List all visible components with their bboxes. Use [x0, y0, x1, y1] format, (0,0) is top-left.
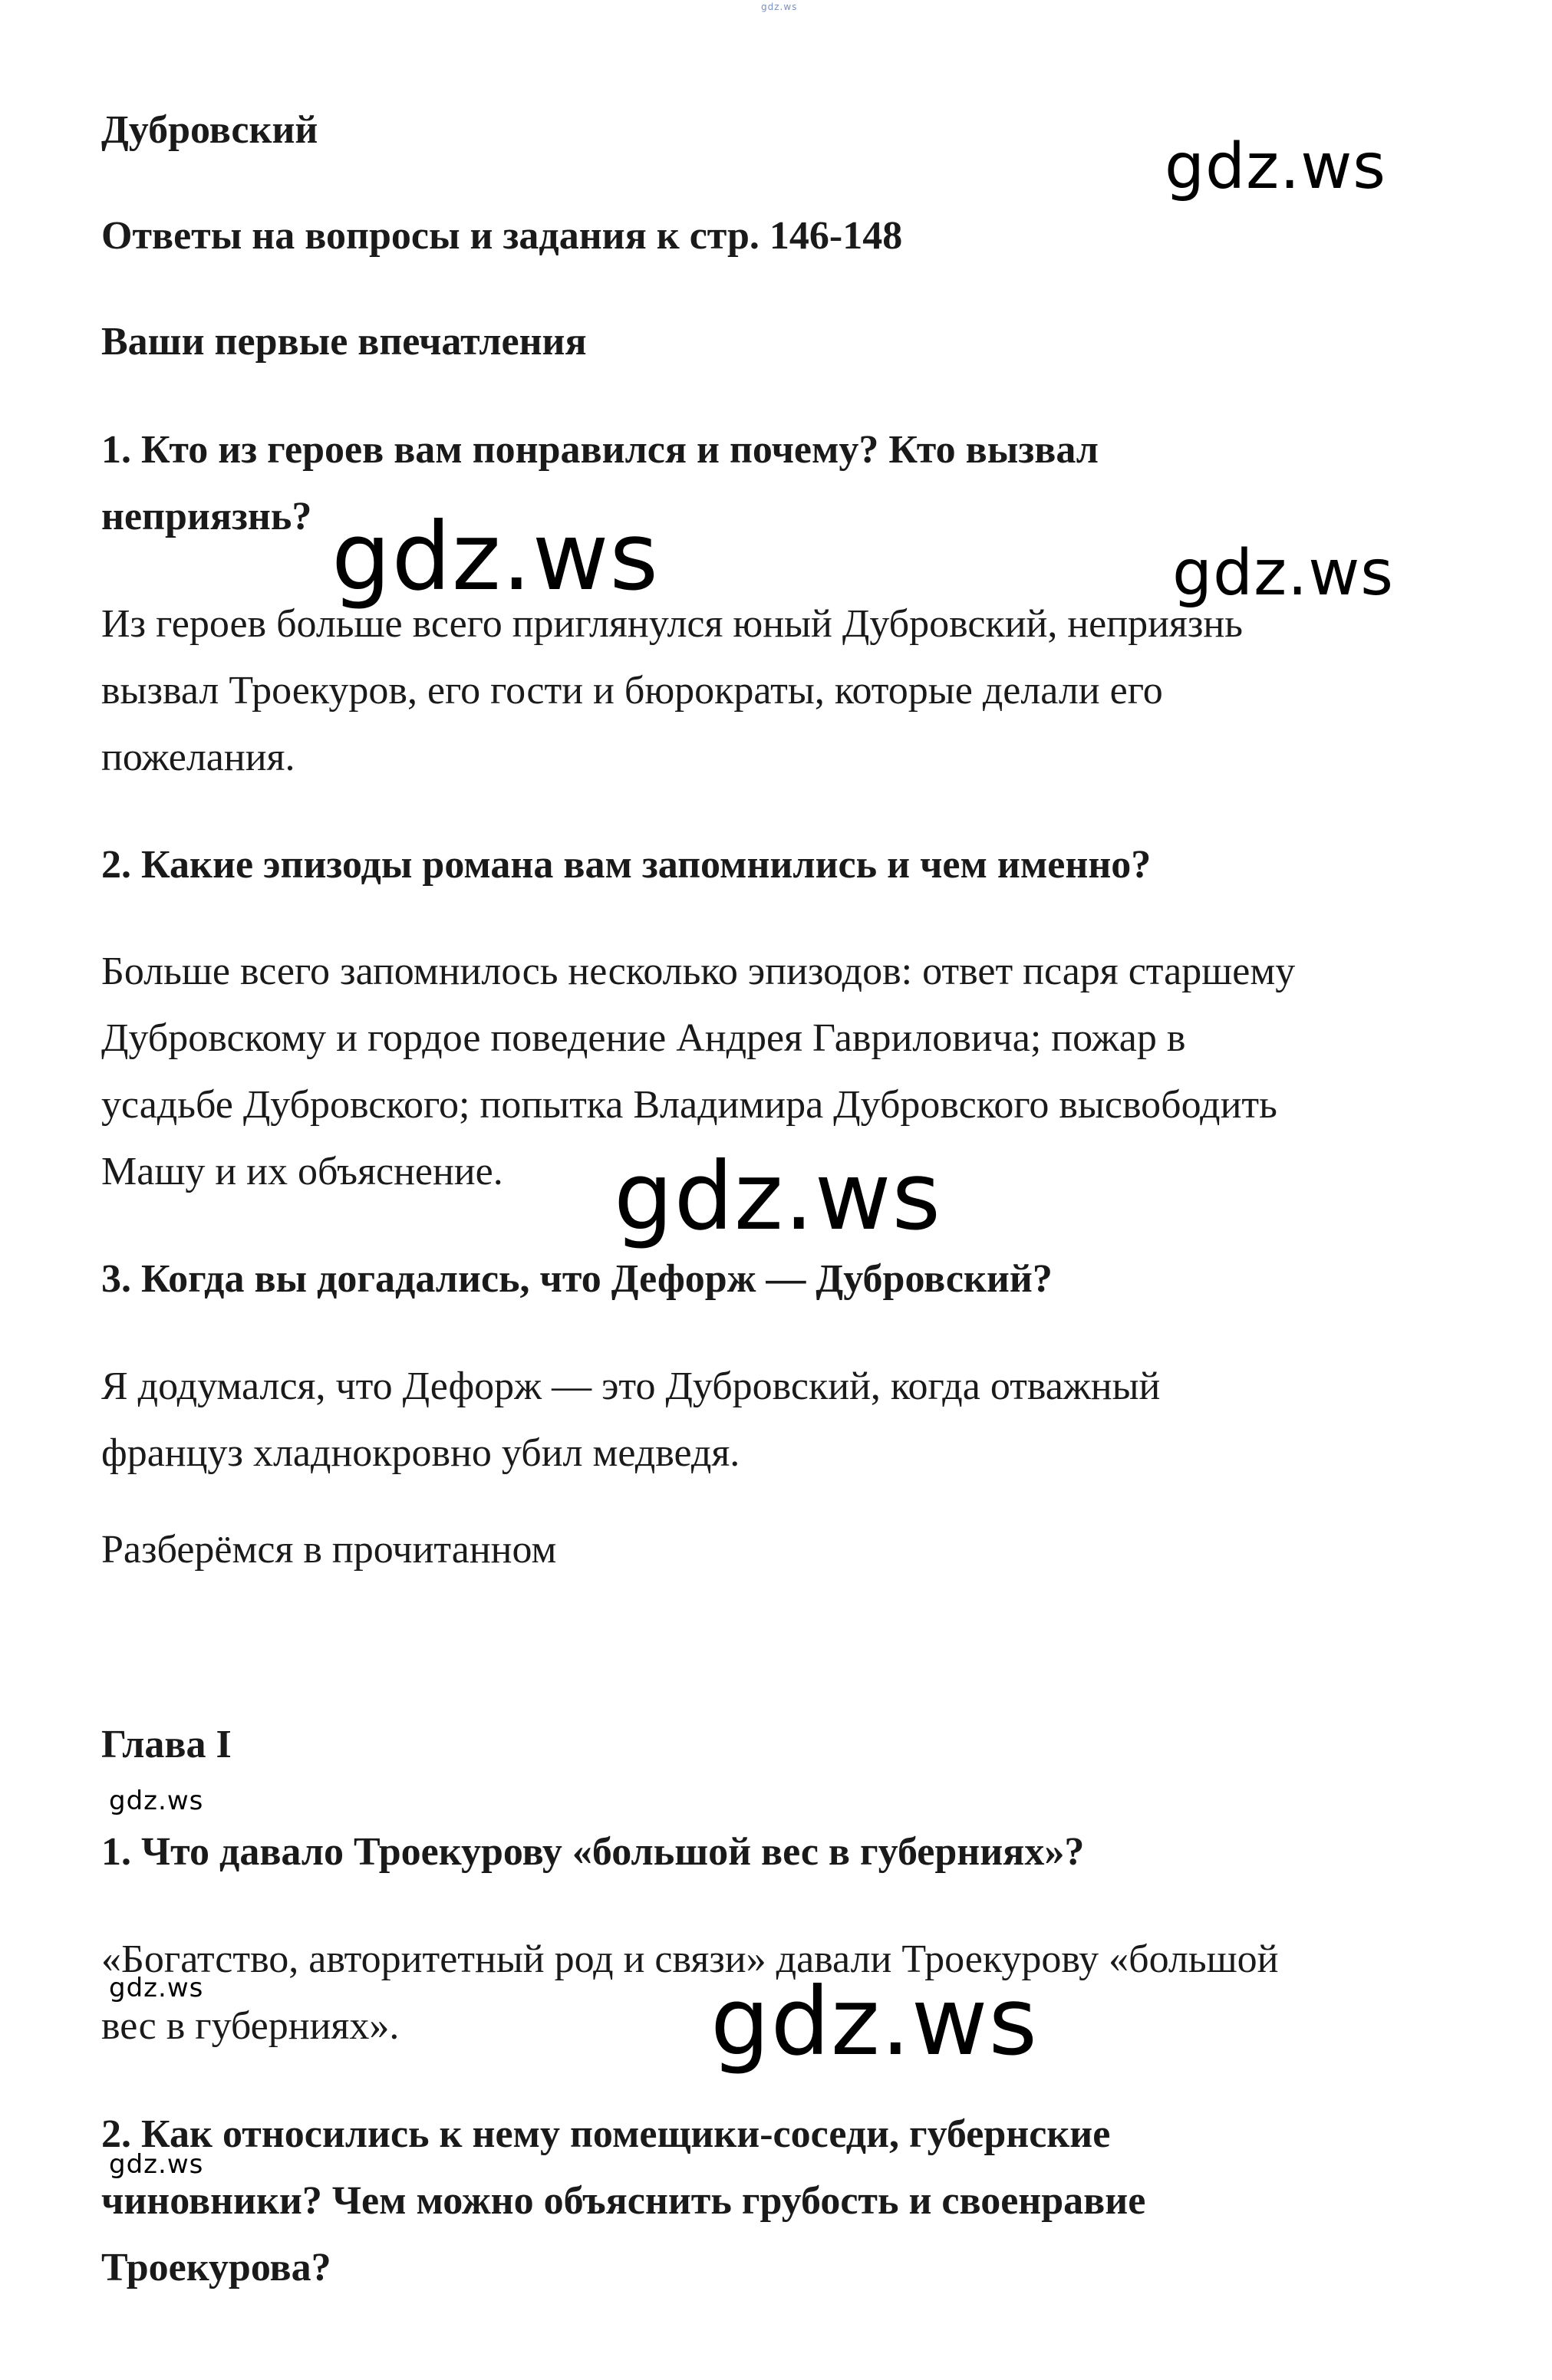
answer-2-line-4: Машу и их объяснение.	[101, 1150, 503, 1193]
question-3-line-1: 3. Когда вы догадались, что Дефорж — Дубровский?	[101, 1257, 1053, 1301]
section-heading-first-impressions: Ваши первые впечатления	[101, 320, 587, 364]
watermark: gdz.ws	[1165, 130, 1386, 203]
document-title: Дубровский	[101, 108, 318, 152]
watermark: gdz.ws	[109, 2149, 204, 2180]
question-2-line-1: 2. Какие эпизоды романа вам запомнились и чем именно?	[101, 843, 1152, 887]
watermark: gdz.ws	[109, 1786, 204, 1816]
answer-3-line-2: француз хладнокровно убил медведя.	[101, 1431, 740, 1475]
top-watermark: gdz.ws	[761, 2, 798, 12]
chapter-heading: Глава I	[101, 1723, 232, 1766]
answer-4-line-1: «Богатство, авторитетный род и связи» давали Троекурову «большой	[101, 1937, 1279, 1981]
question-5-line-3: Троекурова?	[101, 2246, 331, 2289]
watermark: gdz.ws	[109, 1973, 204, 2003]
answer-2-line-3: усадьбе Дубровского; попытка Владимира Дубровского высвободить	[101, 1083, 1277, 1127]
answer-2-line-1: Больше всего запомнилось несколько эпизодов: ответ псаря старшему	[101, 950, 1296, 993]
question-1-line-1: 1. Кто из героев вам понравился и почему? Кто вызвал	[101, 428, 1099, 472]
watermark: gdz.ws	[1172, 537, 1394, 610]
document-subtitle: Ответы на вопросы и задания к стр. 146-148	[101, 214, 903, 258]
question-4-line-1: 1. Что давало Троекурову «большой вес в губерниях»?	[101, 1830, 1085, 1874]
watermark: gdz.ws	[614, 1142, 942, 1251]
answer-1-line-1: Из героев больше всего приглянулся юный Дубровский, неприязнь	[101, 602, 1243, 646]
question-5-line-1: 2. Как относились к нему помещики-соседи, губернские	[101, 2112, 1111, 2156]
watermark: gdz.ws	[710, 1967, 1039, 2076]
section-heading-analysis: Разберёмся в прочитанном	[101, 1528, 557, 1572]
answer-1-line-3: пожелания.	[101, 736, 295, 779]
question-1-line-2: неприязнь?	[101, 495, 312, 538]
watermark: gdz.ws	[331, 502, 660, 611]
question-5-line-2: чиновники? Чем можно объяснить грубость и своенравие	[101, 2179, 1146, 2223]
answer-2-line-2: Дубровскому и гордое поведение Андрея Гавриловича; пожар в	[101, 1016, 1186, 1060]
answer-4-line-2: вес в губерниях».	[101, 2004, 400, 2048]
answer-1-line-2: вызвал Троекуров, его гости и бюрократы, которые делали его	[101, 669, 1163, 713]
answer-3-line-1: Я додумался, что Дефорж — это Дубровский, когда отважный	[101, 1364, 1161, 1408]
